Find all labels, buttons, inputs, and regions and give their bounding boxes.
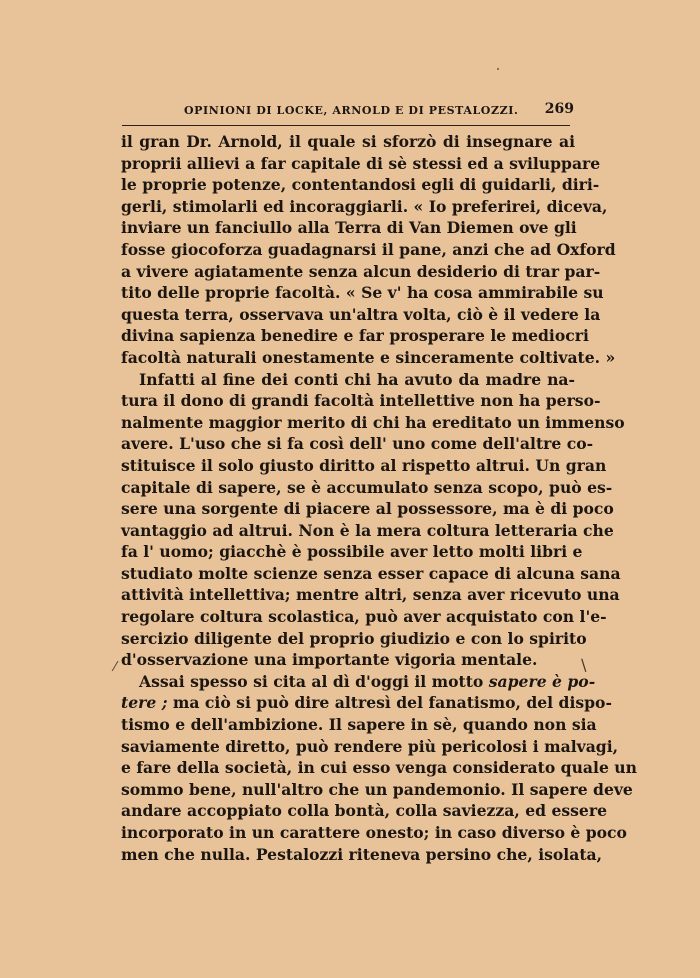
text-line: a vivere agiatamente senza alcun desiderio di trar par- xyxy=(121,261,601,281)
pencil-margin-mark-icon: ∖ xyxy=(578,656,589,675)
text-line: vantaggio ad altrui. Non è la mera coltura letteraria che xyxy=(121,520,614,540)
text-line: inviare un fanciullo alla Terra di Van Diemen ove gli xyxy=(121,218,577,238)
text-line: tito delle proprie facoltà. « Se v' ha cosa ammirabile su xyxy=(121,283,604,303)
header-rule xyxy=(122,125,570,126)
stray-ink-dot xyxy=(497,68,499,70)
text-line: fosse giocoforza guadagnarsi il pane, anzi che ad Oxford xyxy=(121,239,616,259)
text-line: d'osservazione una importante vigoria mentale. xyxy=(121,650,538,670)
text-line: avere. L'uso che si fa così dell' uno come dell'altre co- xyxy=(121,434,594,454)
text-line: facoltà naturali onestamente e sinceramente coltivate. » xyxy=(121,347,616,367)
pencil-margin-mark-icon: ⁄ xyxy=(114,660,117,675)
text-line: sommo bene, null'altro che un pandemonio. Il sapere deve xyxy=(121,779,633,799)
text-line: sere una sorgente di piacere al possessore, ma è di poco xyxy=(121,499,614,519)
text-line-mixed xyxy=(121,692,612,714)
text-line: il gran Dr. Arnold, il quale si sforzò di insegnare ai xyxy=(121,132,575,151)
text-line: e fare della società, in cui esso venga considerato quale un xyxy=(121,758,637,778)
text-line: nalmente maggior merito di chi ha ereditato un immenso xyxy=(121,412,625,432)
text-line: men che nulla. Pestalozzi riteneva persino che, isolata, xyxy=(121,844,603,864)
text-line: capitale di sapere, se è accumulato senza scopo, può es- xyxy=(121,477,613,497)
text-segment: ma ciò si può dire altresì del fanatismo, del dispo- xyxy=(172,693,612,713)
text-line: fa l' uomo; giacchè è possibile aver letto molti libri e xyxy=(121,542,583,562)
text-line: questa terra, osservava un'altra volta, ciò è il vedere la xyxy=(121,304,601,324)
italic-motto: sapere è po- xyxy=(488,671,596,691)
text-line: divina sapienza benedire e far prosperare le mediocri xyxy=(121,326,589,346)
text-line: incorporato in un carattere onesto; in caso diverso è poco xyxy=(121,823,627,842)
text-line: tismo e dell'ambizione. Il sapere in sè, quando non sia xyxy=(121,715,597,735)
italic-motto: tere ; xyxy=(121,693,168,713)
text-segment: Assai spesso si cita al dì d'oggi il motto xyxy=(139,671,484,691)
text-line: proprii allievi a far capitale di sè stessi ed a sviluppare xyxy=(121,153,601,173)
running-header-title: OPINIONI DI LOCKE, ARNOLD E DI PESTALOZZI. xyxy=(184,104,519,117)
body-text xyxy=(121,131,637,865)
text-line-mixed xyxy=(121,671,596,693)
text-line: stituisce il solo giusto diritto al rispetto altrui. Un gran xyxy=(121,455,607,475)
text-line: sercizio diligente del proprio giudizio e con lo spirito xyxy=(121,628,587,648)
text-line: Infatti al fine dei conti chi ha avuto da madre na- xyxy=(139,369,575,389)
text-line: andare accoppiato colla bontà, colla saviezza, ed essere xyxy=(121,801,607,821)
text-line: attività intellettiva; mentre altri, senza aver ricevuto una xyxy=(121,585,620,605)
page-number: 269 xyxy=(544,101,574,117)
text-line: studiato molte scienze senza esser capace di alcuna sana xyxy=(121,563,621,583)
running-header xyxy=(122,100,574,122)
text-line: saviamente diretto, può rendere più pericolosi i malvagi, xyxy=(121,736,619,756)
text-line: regolare coltura scolastica, può aver acquistato con l'e- xyxy=(121,607,607,627)
text-line: tura il dono di grandi facoltà intellettive non ha perso- xyxy=(121,391,601,411)
text-line: gerli, stimolarli ed incoraggiarli. « Io preferirei, diceva, xyxy=(121,196,608,216)
text-line: le proprie potenze, contentandosi egli di guidarli, diri- xyxy=(121,175,600,195)
